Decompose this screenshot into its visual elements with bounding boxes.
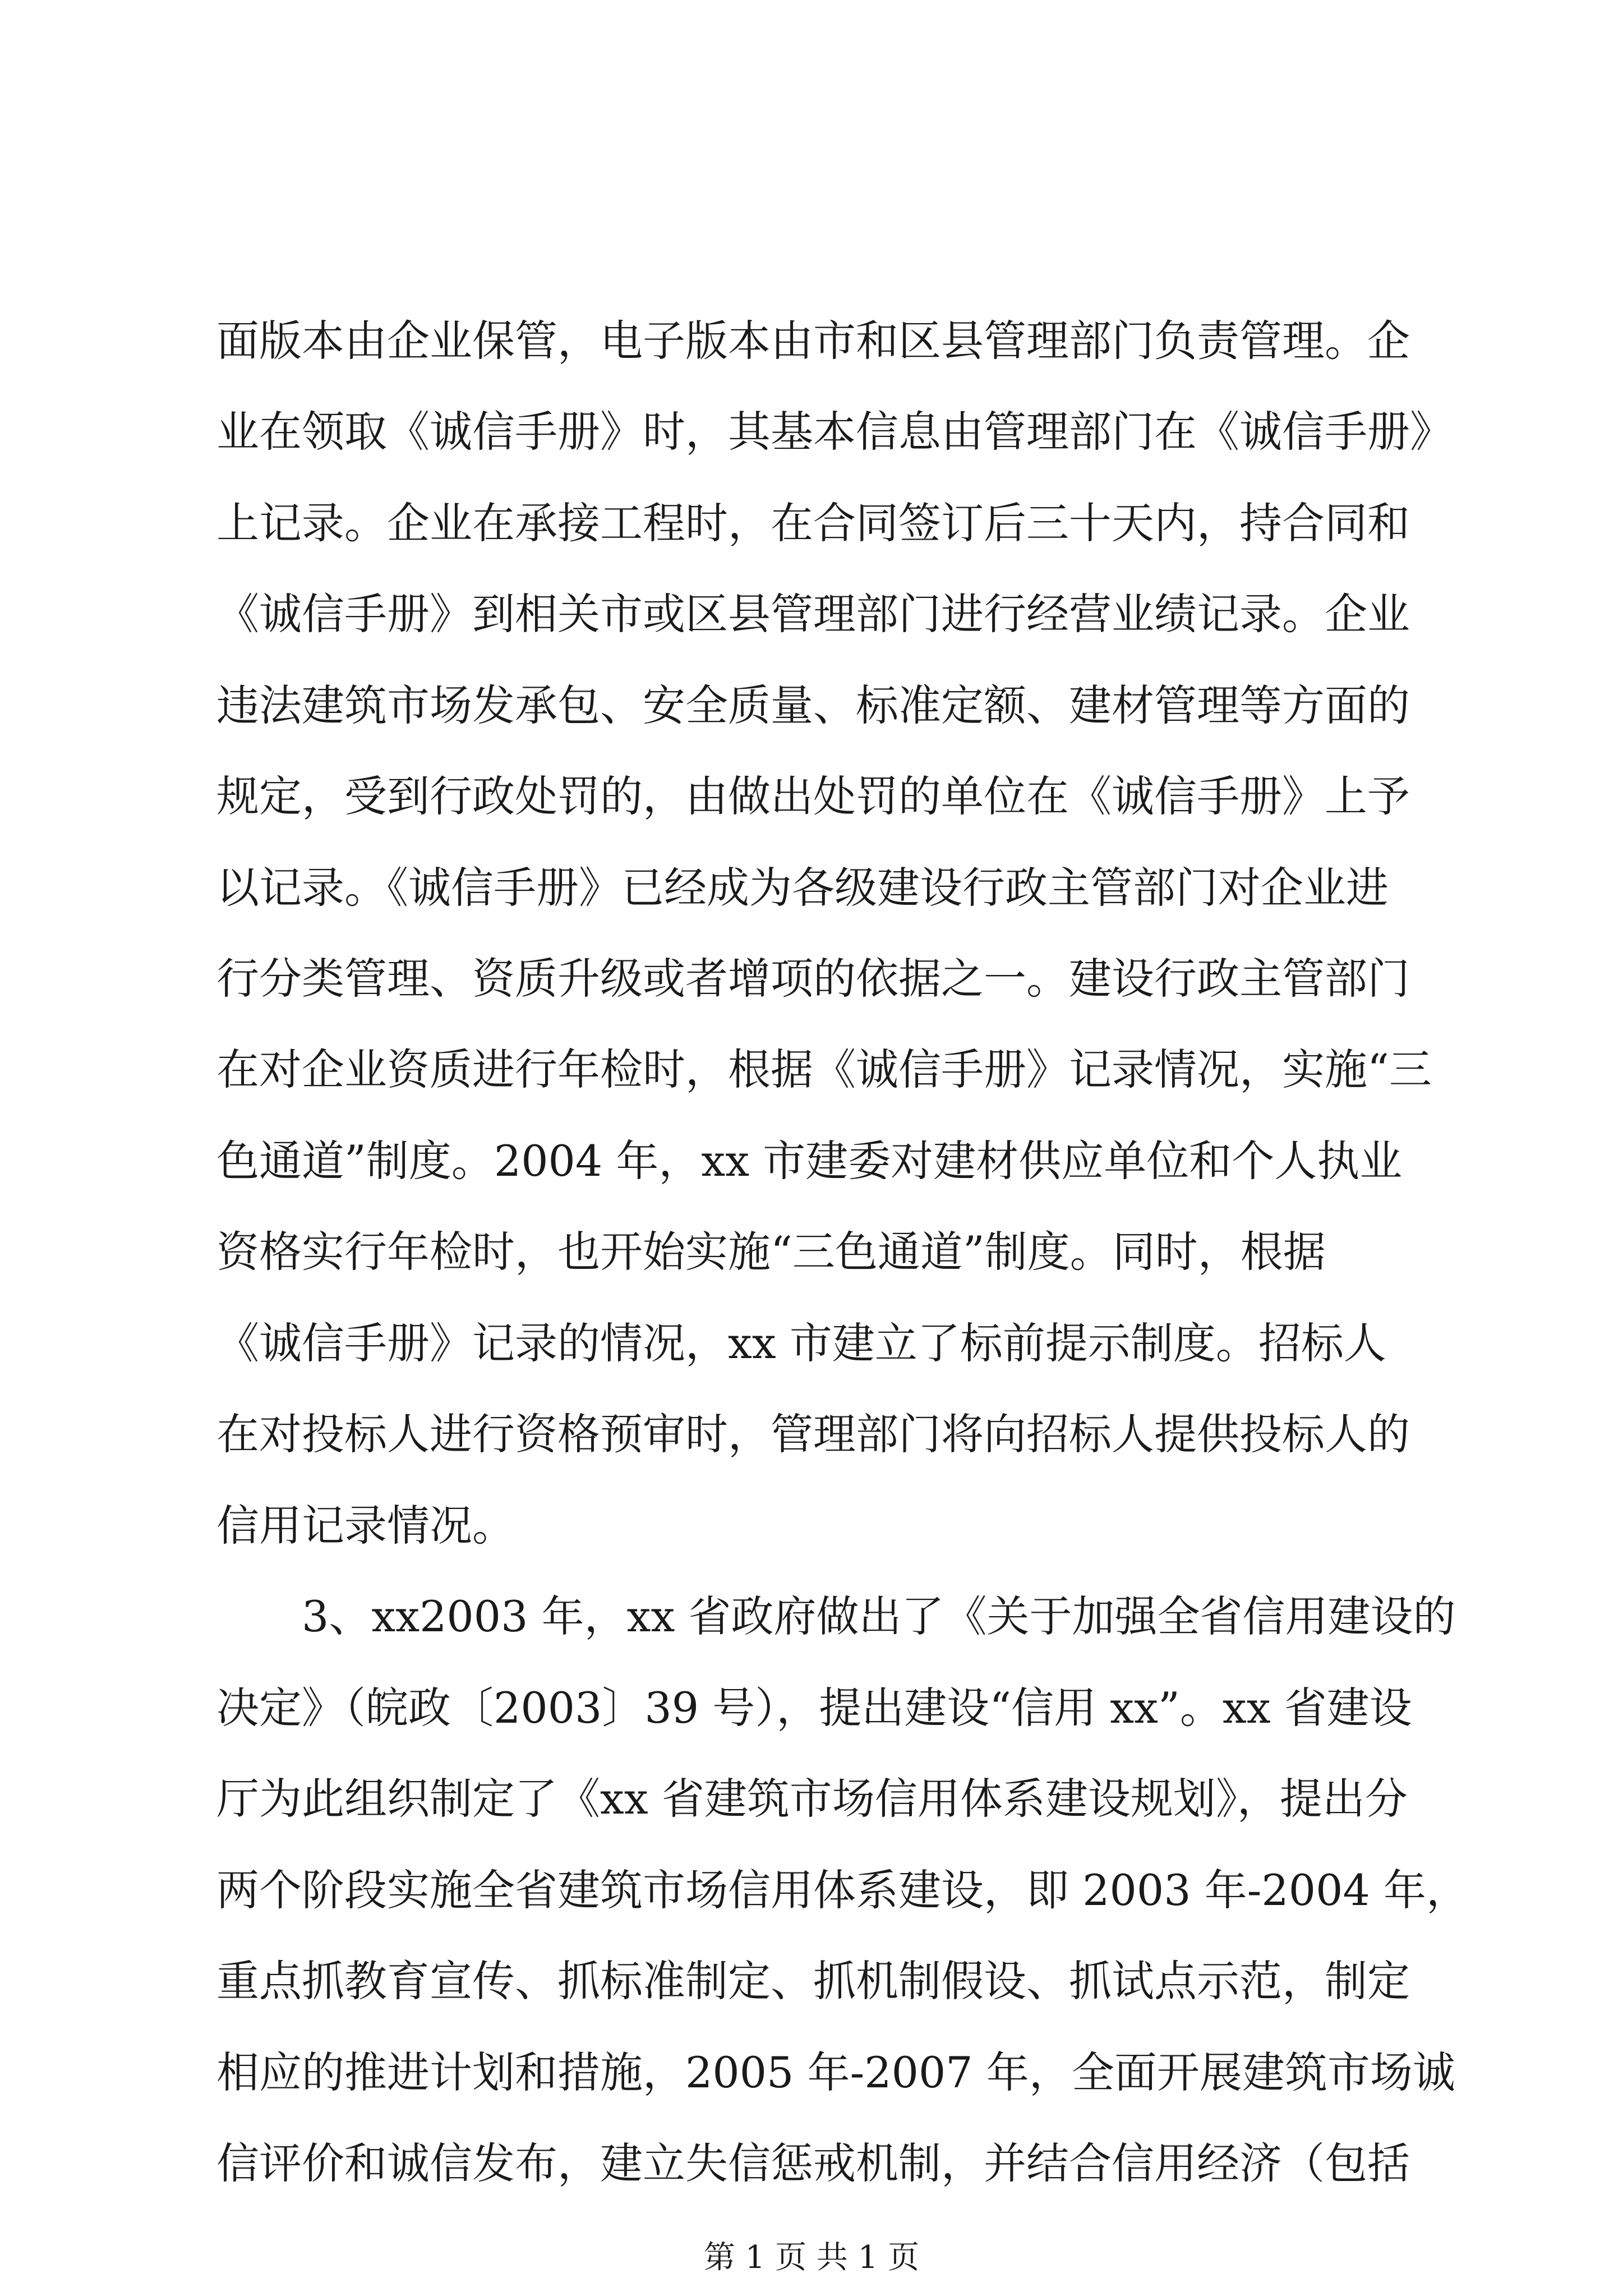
text-line: 两个阶段实施全省建筑市场信用体系建设，即 2003 年-2004 年， <box>216 1865 1469 1915</box>
text-line: 决定》（皖政〔2003〕39 号），提出建设“信用 xx”。xx 省建设 <box>216 1683 1412 1733</box>
text-line: 以记录。《诚信手册》已经成为各级建设行政主管部门对企业进 <box>216 863 1389 913</box>
text-line: 信评价和诚信发布，建立失信惩戒机制，并结合信用经济（包括 <box>216 2138 1410 2188</box>
text-line: 违法建筑市场发承包、安全质量、标准定额、建材管理等方面的 <box>216 680 1410 730</box>
text-line: 3、xx2003 年，xx 省政府做出了《关于加强全省信用建设的 <box>302 1591 1456 1641</box>
page-footer: 第 1 页 共 1 页 <box>703 2239 920 2276</box>
text-line: 上记录。企业在承接工程时，在合同签订后三十天内，持合同和 <box>216 498 1410 548</box>
text-line: 相应的推进计划和措施，2005 年-2007 年，全面开展建筑市场诚 <box>216 2047 1455 2097</box>
text-line: 《诚信手册》到相关市或区县管理部门进行经营业绩记录。企业 <box>216 589 1410 639</box>
text-line: 在对企业资质进行年检时，根据《诚信手册》记录情况，实施“三 <box>216 1045 1432 1094</box>
text-line: 厅为此组织制定了《xx 省建筑市场信用体系建设规划》，提出分 <box>216 1774 1408 1824</box>
text-line: 重点抓教育宣传、抓标准制定、抓机制假设、抓试点示范，制定 <box>216 1956 1410 2006</box>
text-line: 面版本由企业保管，电子版本由市和区县管理部门负责管理。企 <box>216 316 1410 366</box>
text-line: 在对投标人进行资格预审时，管理部门将向招标人提供投标人的 <box>216 1409 1410 1459</box>
text-line: 信用记录情况。 <box>216 1501 515 1550</box>
text-line: 行分类管理、资质升级或者增项的依据之一。建设行政主管部门 <box>216 954 1410 1004</box>
text-line: 《诚信手册》记录的情况，xx 市建立了标前提示制度。招标人 <box>216 1318 1386 1368</box>
text-line: 业在领取《诚信手册》时，其基本信息由管理部门在《诚信手册》 <box>216 407 1453 457</box>
text-line: 规定，受到行政处罚的，由做出处罚的单位在《诚信手册》上予 <box>216 771 1410 821</box>
text-line: 色通道”制度。2004 年，xx 市建委对建材供应单位和个人执业 <box>216 1136 1403 1186</box>
text-line: 资格实行年检时，也开始实施“三色通道”制度。同时，根据 <box>216 1227 1326 1277</box>
